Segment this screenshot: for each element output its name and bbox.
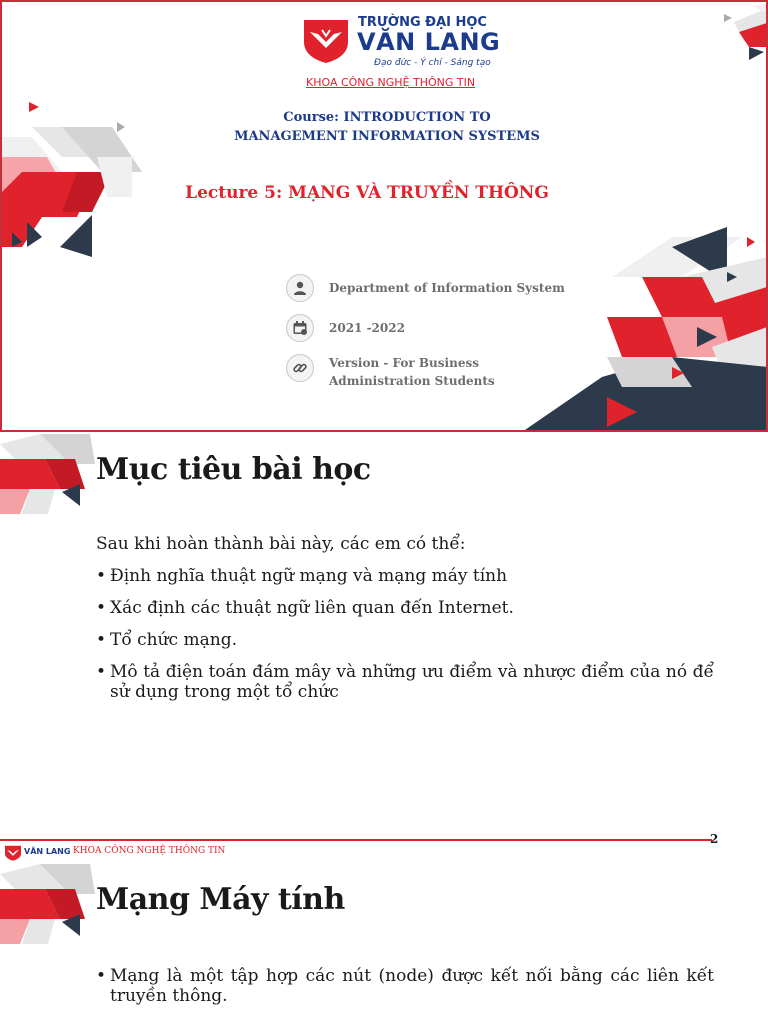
corner-decoration — [0, 864, 100, 954]
school-motto: Đạo đức - Ý chí - Sáng tạo — [374, 58, 491, 68]
list-item: • Định nghĩa thuật ngữ mạng và mạng máy tính — [96, 566, 508, 586]
list-item: • Tổ chức mạng. — [96, 630, 237, 650]
footer-faculty-name: KHOA CÔNG NGHỆ THÔNG TIN — [73, 846, 226, 856]
network-slide — [0, 864, 768, 1024]
faculty-name: KHOA CÔNG NGHỆ THÔNG TIN — [306, 76, 476, 89]
left-triangle-decoration — [2, 97, 152, 267]
slide-heading: Mạng Máy tính — [96, 882, 345, 917]
footer-divider — [0, 839, 712, 841]
bottom-right-decoration — [522, 217, 768, 432]
list-item: • Xác định các thuật ngữ liên quan đến Internet. — [96, 598, 514, 618]
list-item: • Mô tả điện toán đám mây và những ưu điểm và nhược điểm của nó để sử dụng trong một tổ chức — [96, 662, 714, 702]
school-name-line1: TRƯỜNG ĐẠI HỌC — [358, 15, 487, 30]
footer-school-name: VĂN LANG — [24, 847, 71, 856]
course-title-line2: MANAGEMENT INFORMATION SYSTEMS — [234, 129, 540, 144]
course-title-line1: Course: INTRODUCTION TO — [283, 110, 491, 125]
objectives-slide — [0, 434, 768, 852]
lecture-title: Lecture 5: MẠNG VÀ TRUYỀN THÔNG — [185, 183, 549, 203]
corner-decoration — [0, 434, 100, 524]
footer-logo-emblem — [4, 845, 22, 865]
link-icon — [286, 354, 314, 382]
objectives-body — [96, 534, 714, 714]
info-department — [286, 274, 565, 302]
year-text: 2021 -2022 — [329, 321, 405, 335]
page-number: 2 — [710, 832, 719, 846]
network-body — [96, 966, 714, 1018]
slide-heading: Mục tiêu bài học — [96, 452, 371, 487]
calendar-icon — [286, 314, 314, 342]
title-slide — [0, 0, 768, 432]
school-logo-emblem — [302, 16, 350, 68]
info-year — [286, 314, 405, 342]
person-icon — [286, 274, 314, 302]
list-item: • Mạng là một tập hợp các nút (node) được kết nối bằng các liên kết truyền thông. — [96, 966, 714, 1006]
top-right-decoration — [714, 2, 768, 62]
school-name-line2: VĂN LANG — [357, 28, 501, 56]
version-text: Version - For Business Administration Students — [329, 356, 495, 388]
intro-text: Sau khi hoàn thành bài này, các em có thể: — [96, 534, 466, 554]
info-version — [286, 354, 509, 390]
department-text: Department of Information System — [329, 281, 565, 295]
